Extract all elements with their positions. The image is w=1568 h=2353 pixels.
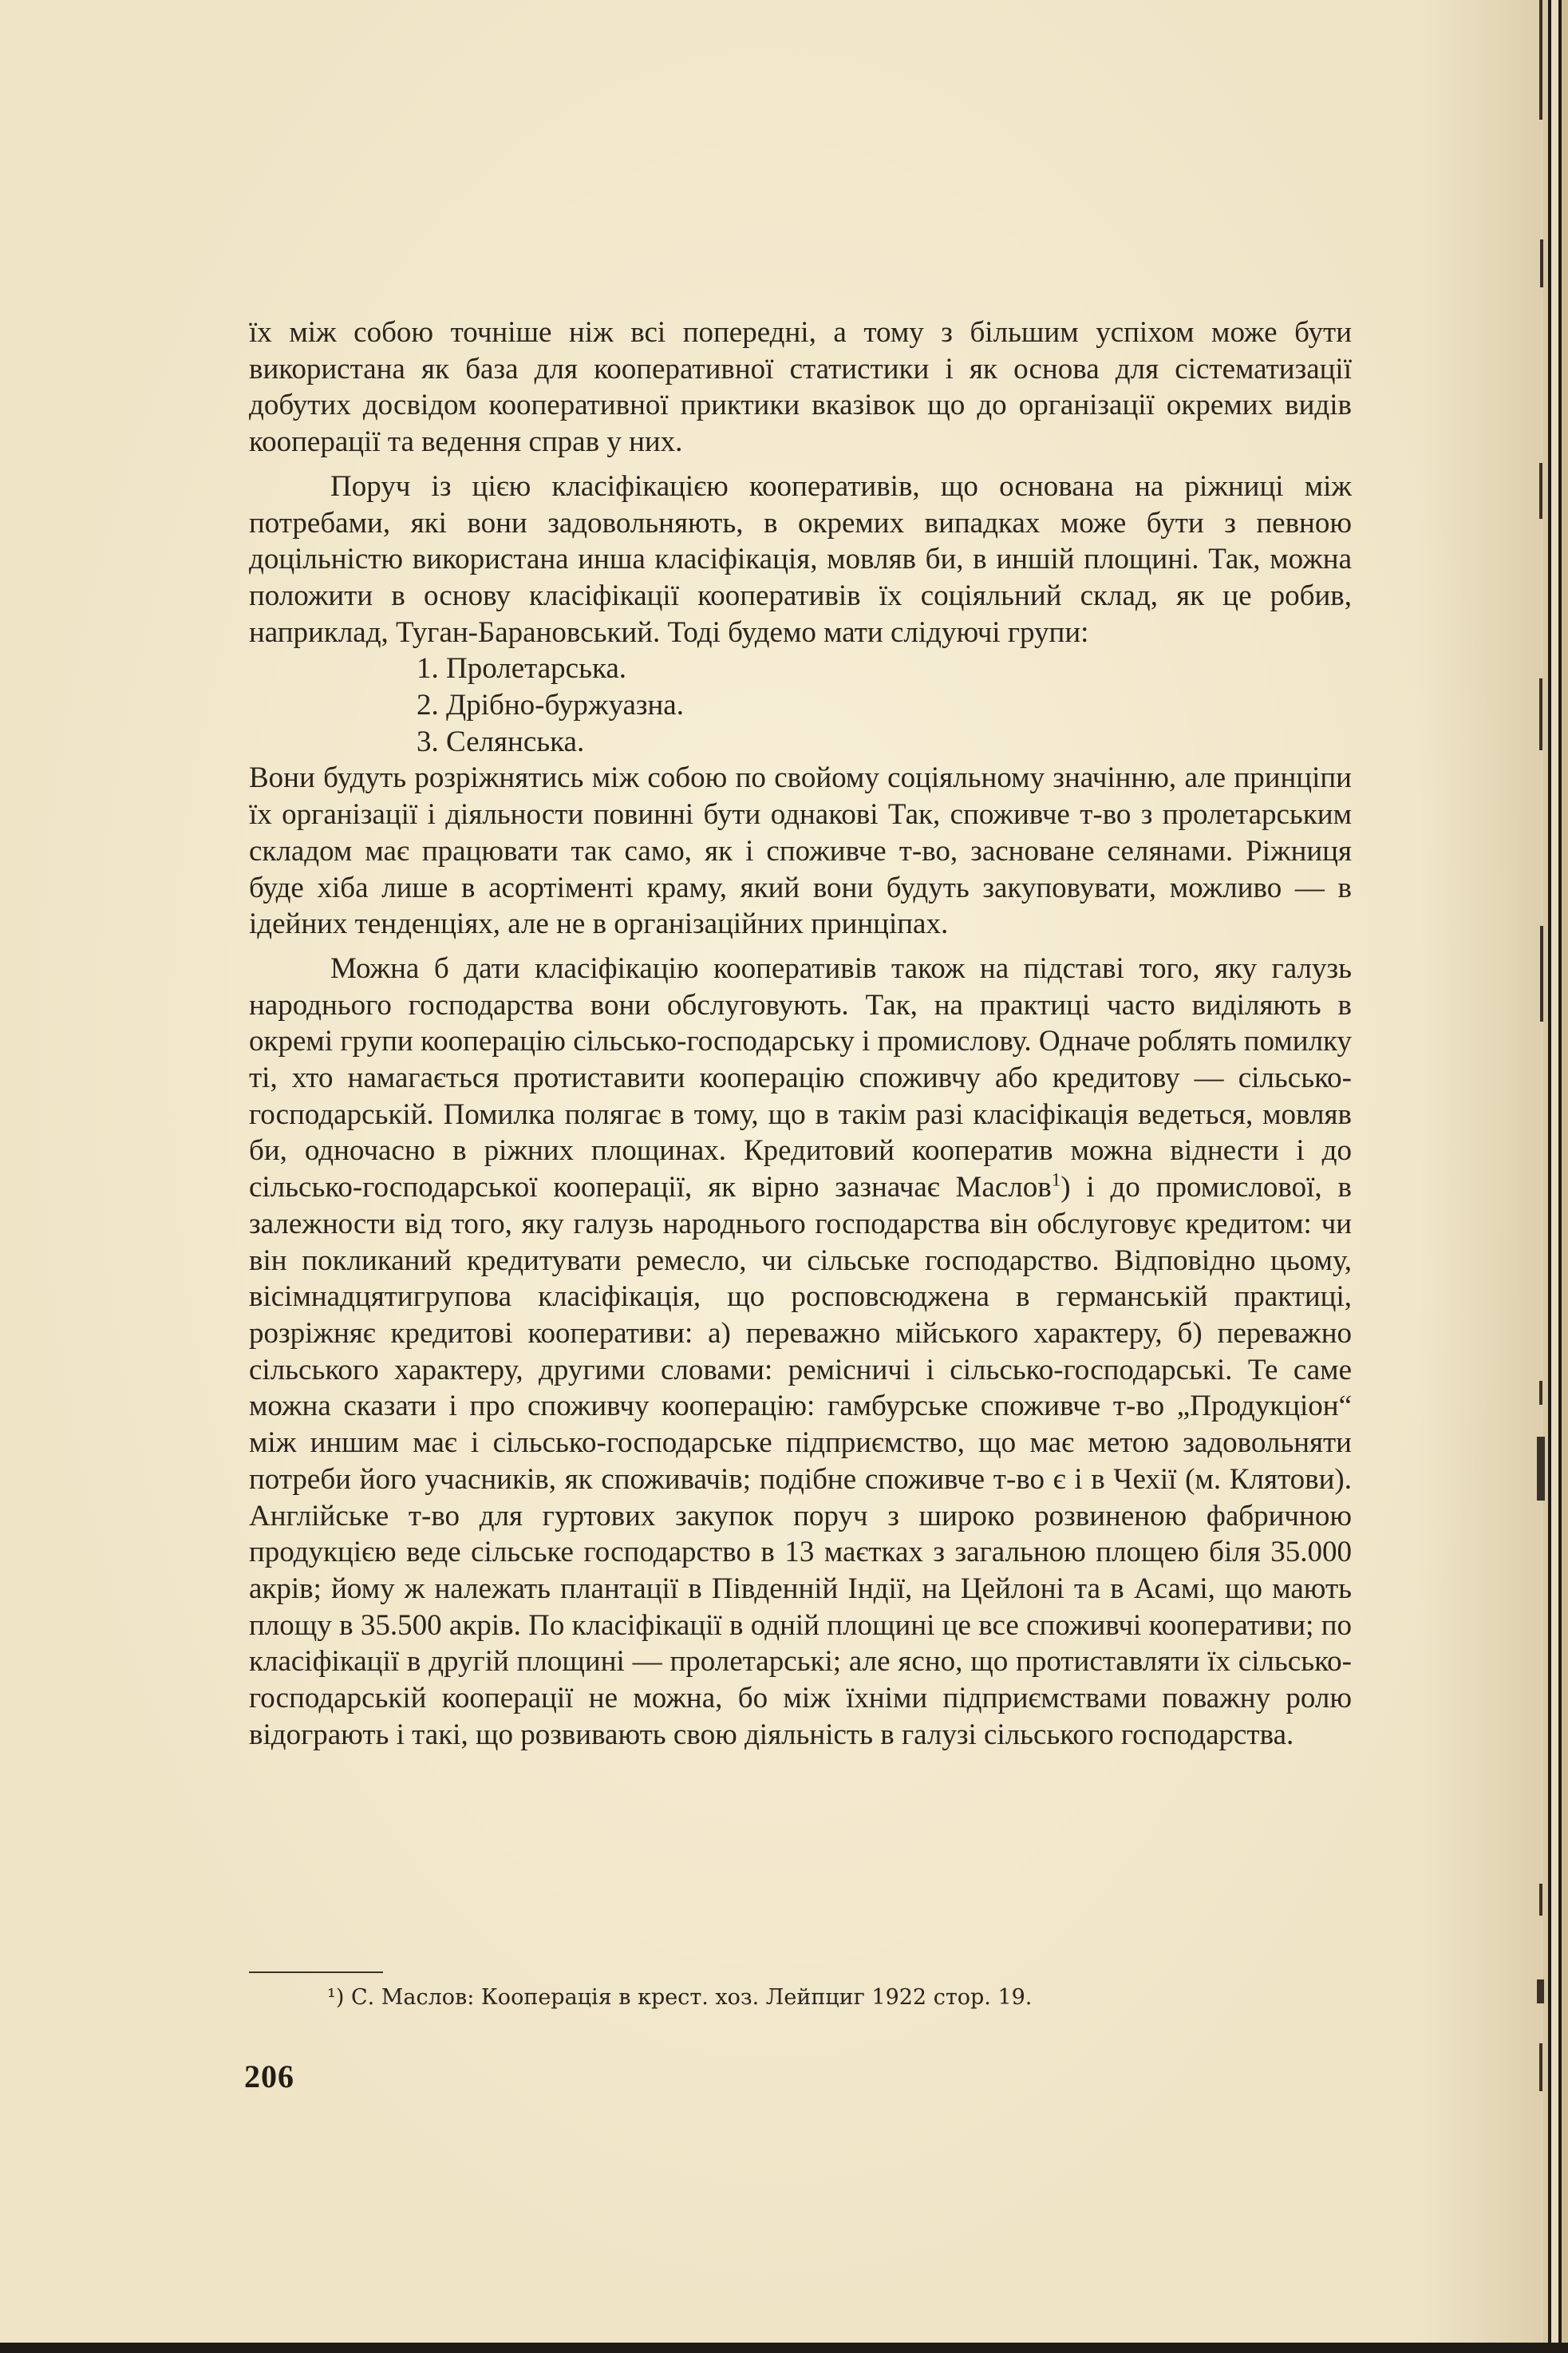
edge-mark (1537, 1437, 1545, 1501)
page-edge (1551, 0, 1558, 2343)
list-item: 1. Пролетарська. (417, 652, 627, 686)
list-item: 3. Селянська. (417, 725, 585, 758)
list-item: 2. Дрібно-буржуазна. (417, 689, 684, 722)
edge-mark (1539, 2043, 1542, 2091)
edge-mark (1539, 678, 1542, 750)
page-number: 206 (244, 2058, 294, 2094)
paragraph: їх між собою точніше ніж всі попередні, а тому з більшим успіхом може бути використана як база для кооперативної статистики і як основа для сістематизації добутих досвідом кооперативної приктики вказівок що до організації окремих видів кооперації та ведення справ у них. (249, 316, 1352, 459)
paragraph: Вони будуть розріжнятись між собою по свойому соціяльному значінню, але принціпи їх організації і діяльности повинні бути однакові Так, споживче т-во з пролетарським складом має працювати так само, як і споживче т-во, засноване селянами. Ріжниця буде хіба лише в асортіменті краму, який вони будуть закуповувати, можливо — в ідейних тенденціях, але не в організаційних принціпах. (249, 761, 1352, 941)
footnote-divider (249, 1971, 383, 1973)
edge-mark (1539, 463, 1542, 519)
edge-mark (1537, 1979, 1544, 2003)
page-edge (1562, 0, 1568, 2343)
paragraph-text: ) і до промислової, в залежности від того, яку галузь народнього господарства він обслуговує кредитом: чи він покликаний кредитувати ремесло, чи сільське господарство. Відповідно цьому, вісімнадцятигрупова класіфікація, що росповсюджена в германській практиці, розріжняє кредитові кооперативи: а) переважно мійського характеру, б) переважно сільського характеру, другими словами: ремісничі і сільсько-господарські. Те саме можна сказати і про споживчу кооперацію: гамбурське споживче т-во „Продукціон“ між иншим має і сільсько-господарське підприємство, що має метою задовольняти потреби його учасників, як споживачів; подібне споживче т-во є і в Чехії (м. Клятови). Англійське т-во для гуртових закупок поруч з широко розвиненою фабричною продукцією веде сільське господарство в 13 маєтках з загальною площею біля 35.000 акрів; йому ж належать плантації в Південній Індії, на Цейлоні та в Асамі, що мають площу в 35.500 акрів. По класіфікації в одній площині це все споживчі кооперативи; по класіфікації в другій площині — пролетарські; але ясно, що протиставляти їх сільсько-господарській кооперації не можна, бо між їхніми підприємствами поважну ролю відограють і такі, що розвивають свою діяльність в галузі сільського господарства. (249, 1171, 1352, 1751)
body-text (249, 314, 1352, 1753)
edge-mark (1540, 926, 1543, 1022)
paragraph (249, 951, 1352, 1753)
footnote-marker: 1 (1051, 1169, 1061, 1190)
edge-mark (1539, 0, 1542, 120)
footnote: ¹) С. Маслов: Кооперація в крест. хоз. Лейпциг 1922 стор. 19. (327, 1985, 1033, 2010)
edge-mark (1539, 1381, 1542, 1405)
paragraph-text: Можна б дати класіфікацію кооперативів також на підставі того, яку галузь народнього господарства вони обслуговують. Так, на практиці часто виділяють в окремі групи кооперацію сільсько-господарську і промислову. Одначе роблять помилку ті, хто намагається протиставити кооперацію споживчу або кредитову — сільсько-господарській. Помилка полягає в тому, що в такім разі класіфікація ведеться, мовляв би, одночасно в ріжних площинах. Кредитовий кооператив можна віднести і до сільсько-господарської кооперації, як вірно зазначає Маслов (249, 951, 1352, 1204)
edge-mark (1539, 1884, 1542, 1916)
paragraph: Поруч із цією класіфікацією кооперативів, що основана на ріжниці між потребами, які вони задовольняють, в окремих випадках може бути з певною доцільністю використана инша класіфікація, мовляв би, в иншій площині. Так, можна положити в основу класіфікації кооперативів їх соціяльний склад, як це робив, наприклад, Туган-Барановський. Тоді будемо мати слідуючі групи: (249, 469, 1352, 649)
edge-mark (1540, 239, 1543, 287)
